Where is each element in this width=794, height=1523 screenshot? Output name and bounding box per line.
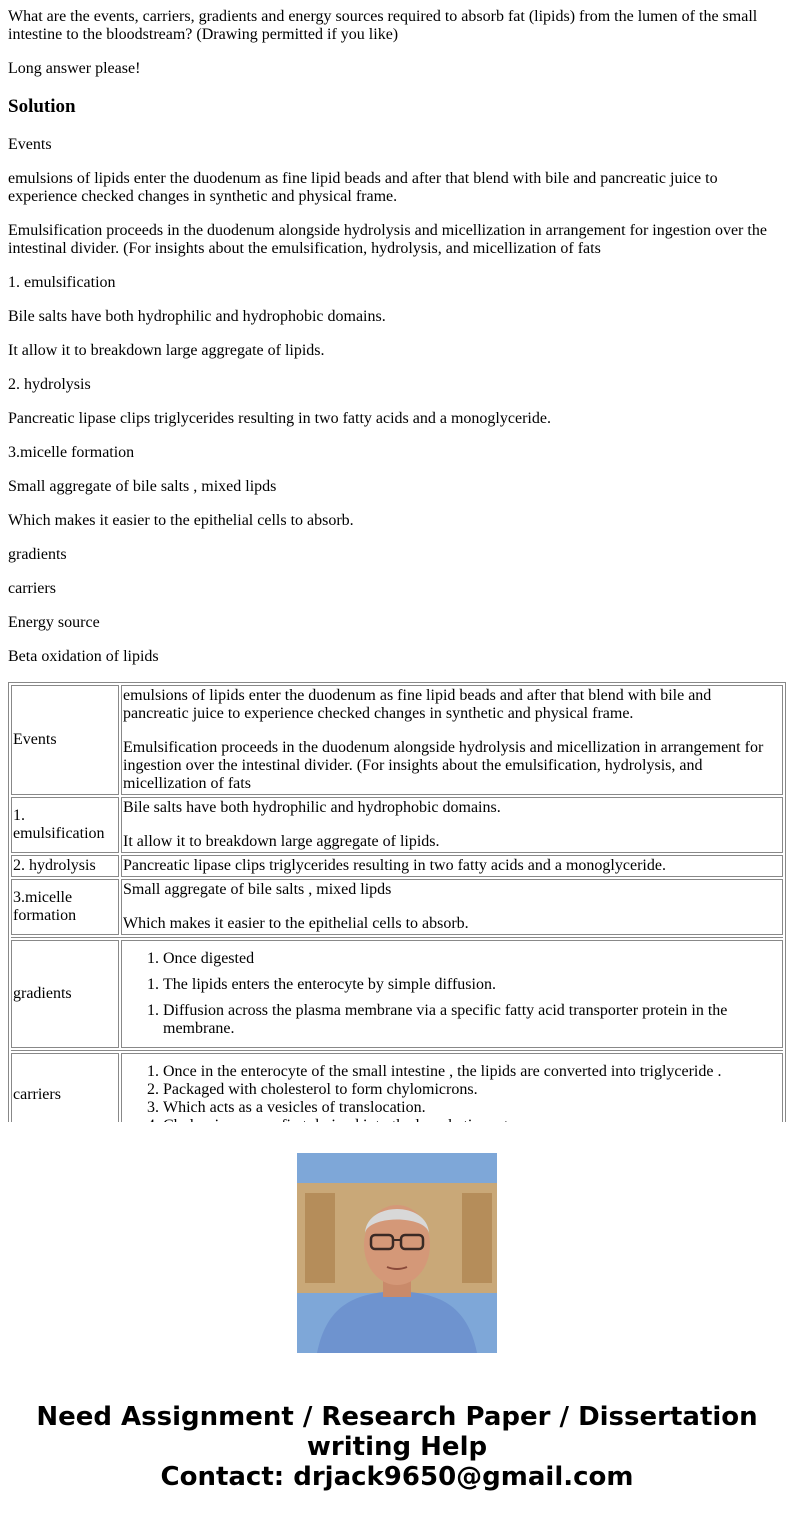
list-item: 1. Once in the enterocyte of the small intestine , the lipids are converted into triglyceride .: [163, 1063, 781, 1081]
emulsification-cell-line-2: It allow it to breakdown large aggregate of lipids.: [123, 833, 440, 850]
gradients-heading: gradients: [8, 546, 67, 563]
step-emulsification-line-1: Bile salts have both hydrophilic and hydrophobic domains.: [8, 308, 386, 325]
emulsification-content-cell: [121, 797, 783, 853]
gradients-list-2: [123, 976, 781, 994]
avatar-wall-panel: [462, 1193, 492, 1283]
table-separator: [11, 937, 783, 938]
micelle-cell-line-2: Which makes it easier to the epithelial cells to absorb.: [123, 915, 469, 932]
gradients-content-cell: [121, 940, 783, 1048]
promo-line-2: writing Help: [306, 1432, 488, 1462]
step-micelle-line-1: Small aggregate of bile salts , mixed lipds: [8, 478, 277, 495]
step-hydrolysis: 2. hydrolysis: [8, 376, 91, 393]
hydrolysis-content-cell: Pancreatic lipase clips triglycerides resulting in two fatty acids and a monoglyceride.: [121, 855, 783, 877]
question-note: Long answer please!: [8, 60, 141, 77]
table-separator: [11, 1050, 783, 1051]
energy-heading: Energy source: [8, 614, 100, 631]
step-micelle-line-2: Which makes it easier to the epithelial cells to absorb.: [8, 512, 354, 529]
events-label-cell: Events: [11, 685, 119, 795]
gradients-label-cell: gradients: [11, 940, 119, 1048]
micelle-cell-line-1: Small aggregate of bile salts , mixed lipds: [123, 881, 392, 898]
promo-text: [0, 1402, 794, 1492]
hydrolysis-label-cell: 2. hydrolysis: [11, 855, 119, 877]
gradients-list-3: [123, 1002, 781, 1038]
table-row: [11, 940, 783, 1048]
table-row: [11, 879, 783, 935]
beta-oxidation-text: Beta oxidation of lipids: [8, 648, 159, 665]
step-emulsification-line-2: It allow it to breakdown large aggregate of lipids.: [8, 342, 325, 359]
person-portrait-icon: [297, 1153, 497, 1353]
step-hydrolysis-line-1: Pancreatic lipase clips triglycerides resulting in two fatty acids and a monoglyceride.: [8, 410, 551, 427]
carriers-heading: carriers: [8, 580, 56, 597]
list-item: 2. Packaged with cholesterol to form chylomicrons.: [163, 1081, 781, 1099]
promo-line-1: Need Assignment / Research Paper / Dissertation: [36, 1402, 758, 1432]
table-row: [11, 855, 783, 877]
table-row: [11, 797, 783, 853]
list-item: 1. Diffusion across the plasma membrane via a specific fatty acid transporter protein in the membrane.: [163, 1002, 781, 1038]
list-item: 1. Once digested: [163, 950, 781, 968]
list-item: 1. The lipids enters the enterocyte by simple diffusion.: [163, 976, 781, 994]
list-item: 3. Which acts as a vesicles of translocation.: [163, 1099, 781, 1117]
answer-table: [8, 682, 786, 1140]
events-paragraph-1: emulsions of lipids enter the duodenum as fine lipid beads and after that blend with bile and pancreatic juice to experience checked changes in synthetic and physical frame.: [8, 170, 718, 205]
events-heading: Events: [8, 136, 52, 153]
carriers-label-cell: carriers: [11, 1053, 119, 1137]
events-cell-paragraph-2: Emulsification proceeds in the duodenum alongside hydrolysis and micellization in arrangement for ingestion over the intestinal divider. (For insights about the emulsification, hydrolysis, and micellization of fats: [123, 739, 764, 792]
question-text: What are the events, carriers, gradients and energy sources required to absorb fat (lipids) from the lumen of the small intestine to the bloodstream? (Drawing permitted if you like): [8, 8, 758, 43]
events-content-cell: [121, 685, 783, 795]
promo-contact[interactable]: Contact: drjack9650@gmail.com: [160, 1462, 634, 1492]
step-micelle: 3.micelle formation: [8, 444, 135, 461]
events-paragraph-2: Emulsification proceeds in the duodenum alongside hydrolysis and micellization in arrangement for ingestion over the intestinal divider. (For insights about the emulsification, hydrolysis, and micellization of fats: [8, 222, 767, 257]
avatar-wall-panel: [305, 1193, 335, 1283]
author-avatar: [297, 1153, 497, 1353]
emulsification-cell-line-1: Bile salts have both hydrophilic and hydrophobic domains.: [123, 799, 501, 816]
emulsification-label-cell: 1. emulsification: [11, 797, 119, 853]
micelle-content-cell: [121, 879, 783, 935]
table-row: [11, 685, 783, 795]
solution-heading: Solution: [8, 96, 76, 117]
micelle-label-cell: 3.micelle formation: [11, 879, 119, 935]
gradients-list-1: [123, 950, 781, 968]
step-emulsification: 1. emulsification: [8, 274, 116, 291]
events-cell-paragraph-1: emulsions of lipids enter the duodenum as fine lipid beads and after that blend with bile and pancreatic juice to experience checked changes in synthetic and physical frame.: [123, 687, 712, 722]
promo-footer: [0, 1122, 794, 1523]
